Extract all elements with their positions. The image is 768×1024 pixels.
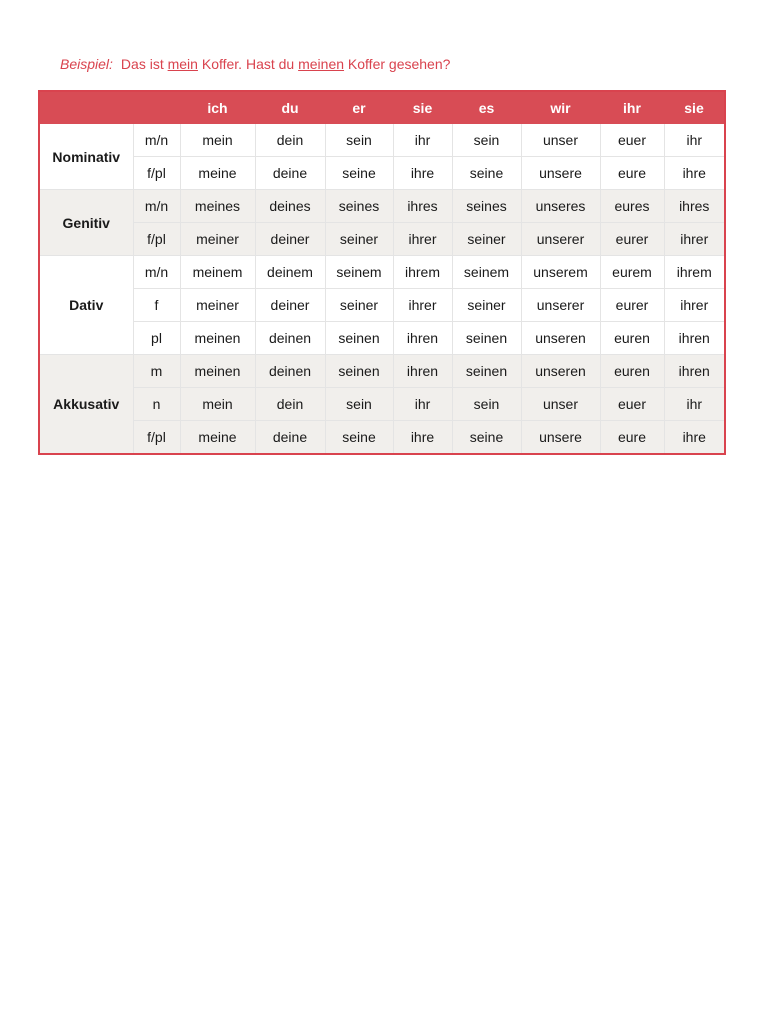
form-cell: euren	[600, 322, 664, 355]
form-cell: seine	[452, 421, 521, 455]
form-cell: seiner	[325, 223, 393, 256]
form-cell: unseren	[521, 355, 600, 388]
form-cell: meinem	[180, 256, 255, 289]
example-text-part1: Das ist	[120, 56, 168, 72]
table-row	[39, 157, 725, 190]
table-row	[39, 190, 725, 223]
form-cell: unserer	[521, 289, 600, 322]
header-pronoun: sie	[393, 91, 452, 124]
form-cell: ihren	[393, 355, 452, 388]
table-row	[39, 355, 725, 388]
gender-label: m/n	[133, 190, 180, 223]
form-cell: seiner	[452, 289, 521, 322]
form-cell: deinem	[255, 256, 325, 289]
form-cell: euer	[600, 388, 664, 421]
case-name: Nominativ	[39, 124, 133, 190]
form-cell: deines	[255, 190, 325, 223]
form-cell: ihren	[664, 322, 725, 355]
gender-label: f/pl	[133, 157, 180, 190]
form-cell: ihren	[664, 355, 725, 388]
header-pronoun: es	[452, 91, 521, 124]
form-cell: sein	[452, 124, 521, 157]
gender-label: pl	[133, 322, 180, 355]
gender-label: n	[133, 388, 180, 421]
form-cell: seiner	[325, 289, 393, 322]
form-cell: deine	[255, 157, 325, 190]
form-cell: ihrem	[393, 256, 452, 289]
form-cell: euren	[600, 355, 664, 388]
case-name: Dativ	[39, 256, 133, 355]
table-row	[39, 322, 725, 355]
form-cell: sein	[325, 124, 393, 157]
example-text-part2: Koffer. Hast du	[197, 56, 299, 72]
header-pronoun: du	[255, 91, 325, 124]
form-cell: deinen	[255, 355, 325, 388]
form-cell: ihr	[664, 388, 725, 421]
example-label: Beispiel:	[60, 56, 113, 72]
form-cell: ihr	[393, 388, 452, 421]
form-cell: unseres	[521, 190, 600, 223]
header-pronoun: wir	[521, 91, 600, 124]
form-cell: meine	[180, 157, 255, 190]
gender-label: f	[133, 289, 180, 322]
form-cell: meiner	[180, 289, 255, 322]
form-cell: deinen	[255, 322, 325, 355]
form-cell: seine	[325, 421, 393, 455]
form-cell: seines	[452, 190, 521, 223]
gender-label: m/n	[133, 256, 180, 289]
form-cell: sein	[325, 388, 393, 421]
form-cell: ihren	[393, 322, 452, 355]
form-cell: seiner	[452, 223, 521, 256]
form-cell: ihrer	[664, 289, 725, 322]
form-cell: seinen	[452, 355, 521, 388]
form-cell: ihrer	[664, 223, 725, 256]
form-cell: dein	[255, 124, 325, 157]
form-cell: euer	[600, 124, 664, 157]
form-cell: ihre	[393, 157, 452, 190]
example-underlined-meinen: meinen	[298, 56, 345, 72]
header-pronoun: ich	[180, 91, 255, 124]
form-cell: meine	[180, 421, 255, 455]
header-gender-empty	[133, 91, 180, 124]
form-cell: seinen	[325, 355, 393, 388]
form-cell: ihre	[664, 157, 725, 190]
form-cell: deine	[255, 421, 325, 455]
form-cell: unser	[521, 124, 600, 157]
form-cell: unsere	[521, 421, 600, 455]
header-case-empty	[39, 91, 133, 124]
form-cell: unserer	[521, 223, 600, 256]
form-cell: eure	[600, 421, 664, 455]
gender-label: m/n	[133, 124, 180, 157]
form-cell: ihrer	[393, 289, 452, 322]
table-row	[39, 421, 725, 455]
form-cell: ihres	[664, 190, 725, 223]
form-cell: meines	[180, 190, 255, 223]
form-cell: ihre	[393, 421, 452, 455]
header-pronoun: er	[325, 91, 393, 124]
form-cell: seines	[325, 190, 393, 223]
form-cell: eures	[600, 190, 664, 223]
example-text-part3: Koffer gesehen?	[344, 56, 451, 72]
case-name: Genitiv	[39, 190, 133, 256]
form-cell: ihres	[393, 190, 452, 223]
form-cell: eurer	[600, 289, 664, 322]
form-cell: unsere	[521, 157, 600, 190]
form-cell: meinen	[180, 355, 255, 388]
possessive-declension-table	[38, 90, 726, 455]
form-cell: seinen	[325, 322, 393, 355]
form-cell: eurem	[600, 256, 664, 289]
header-row	[39, 91, 725, 124]
form-cell: ihr	[664, 124, 725, 157]
form-cell: ihrer	[393, 223, 452, 256]
table-row	[39, 256, 725, 289]
form-cell: unser	[521, 388, 600, 421]
header-pronoun: sie	[664, 91, 725, 124]
form-cell: ihrem	[664, 256, 725, 289]
example-underlined-mein: mein	[167, 56, 198, 72]
form-cell: mein	[180, 124, 255, 157]
form-cell: sein	[452, 388, 521, 421]
form-cell: meiner	[180, 223, 255, 256]
form-cell: seinem	[452, 256, 521, 289]
header-pronoun: ihr	[600, 91, 664, 124]
form-cell: deiner	[255, 289, 325, 322]
form-cell: eure	[600, 157, 664, 190]
table-row	[39, 388, 725, 421]
form-cell: seine	[325, 157, 393, 190]
form-cell: unseren	[521, 322, 600, 355]
form-cell: deiner	[255, 223, 325, 256]
form-cell: ihr	[393, 124, 452, 157]
form-cell: mein	[180, 388, 255, 421]
form-cell: meinen	[180, 322, 255, 355]
case-name: Akkusativ	[39, 355, 133, 455]
form-cell: dein	[255, 388, 325, 421]
gender-label: f/pl	[133, 421, 180, 455]
form-cell: ihre	[664, 421, 725, 455]
form-cell: seinen	[452, 322, 521, 355]
gender-label: m	[133, 355, 180, 388]
example-sentence	[60, 56, 450, 72]
table-row	[39, 223, 725, 256]
form-cell: unserem	[521, 256, 600, 289]
form-cell: seine	[452, 157, 521, 190]
table-row	[39, 124, 725, 157]
table-row	[39, 289, 725, 322]
gender-label: f/pl	[133, 223, 180, 256]
form-cell: seinem	[325, 256, 393, 289]
form-cell: eurer	[600, 223, 664, 256]
table-body	[39, 124, 725, 454]
